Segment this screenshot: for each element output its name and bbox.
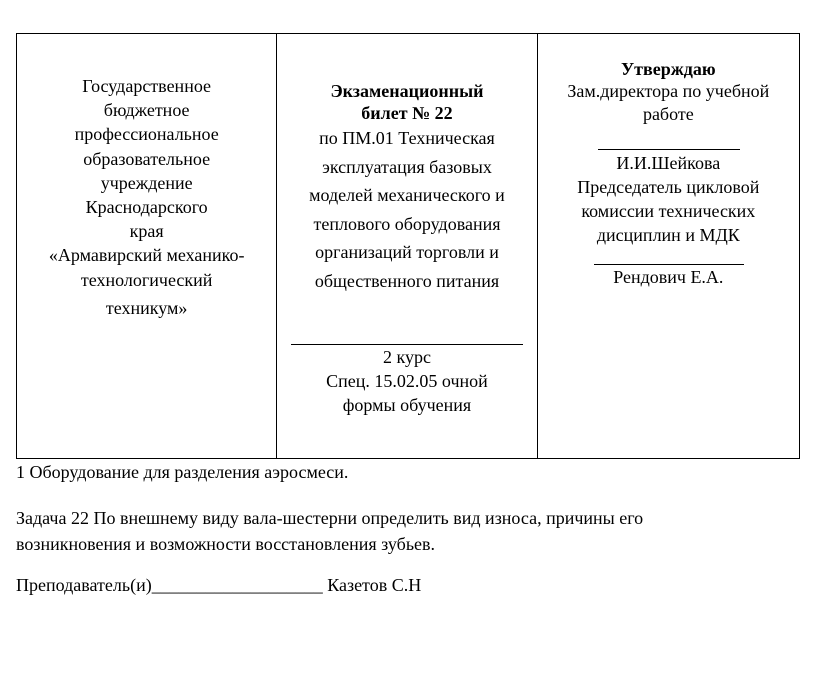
institution-line: Краснодарского (85, 197, 208, 218)
institution-line: учреждение (100, 172, 193, 193)
approver-role-line: Зам.директора по учебной (567, 81, 770, 101)
question-2-line: Задача 22 По внешнему виду вала-шестерни определить вид износа, причины его (16, 508, 644, 528)
approver-role (548, 80, 789, 126)
module-line: эксплуатация базовых (322, 156, 492, 177)
institution-line: образовательное (83, 148, 211, 169)
question-2 (16, 505, 786, 557)
institution-line: технологический (80, 269, 213, 290)
exam-title-line: Экзаменационный (330, 81, 484, 101)
teacher-signature-line: Преподаватель(и)___________________ Казетов С.Н (16, 575, 422, 595)
chair-role (546, 175, 791, 247)
institution-line: края (129, 221, 164, 242)
chair-role-line: Председатель цикловой (577, 177, 760, 197)
signature-line (598, 149, 740, 150)
institution-line: профессиональное (74, 124, 219, 145)
study-form: формы обучения (342, 395, 472, 415)
course: 2 курс (383, 347, 431, 367)
institution-line: «Армавирский механико- (48, 245, 245, 266)
approver-role-line: работе (642, 104, 694, 124)
institution-cell (17, 34, 277, 458)
module-line: организаций торговли и (315, 242, 499, 262)
course-info (277, 345, 536, 417)
module-description (289, 124, 524, 295)
chair-role-line: комиссии технических (581, 201, 756, 221)
module-line: моделей механического и (309, 185, 505, 205)
institution-name (17, 74, 276, 320)
module-line: общественного питания (314, 270, 500, 291)
institution-line: бюджетное (103, 100, 190, 121)
specialty: Спец. 15.02.05 очной (326, 371, 488, 391)
approve-title: Утверждаю (620, 59, 716, 79)
module-line: по ПМ.01 Техническая (319, 128, 495, 148)
exam-ticket-title (277, 80, 536, 124)
exam-ticket-cell (277, 34, 537, 458)
question-2-line: возникновения и возможности восстановления зубьев. (16, 534, 436, 554)
institution-line: Государственное (82, 76, 212, 96)
chair-name: Рендович Е.А. (613, 267, 724, 287)
chair-role-line: дисциплин и МДК (596, 225, 740, 245)
module-line: теплового оборудования (313, 213, 501, 234)
exam-title-line: билет № 22 (361, 103, 453, 123)
approver-name: И.И.Шейкова (616, 153, 721, 173)
institution-line: техникум» (105, 297, 188, 318)
question-1: 1 Оборудование для разделения аэросмеси. (16, 462, 349, 482)
exam-ticket-header-table (16, 33, 800, 459)
approval-cell (538, 34, 799, 458)
